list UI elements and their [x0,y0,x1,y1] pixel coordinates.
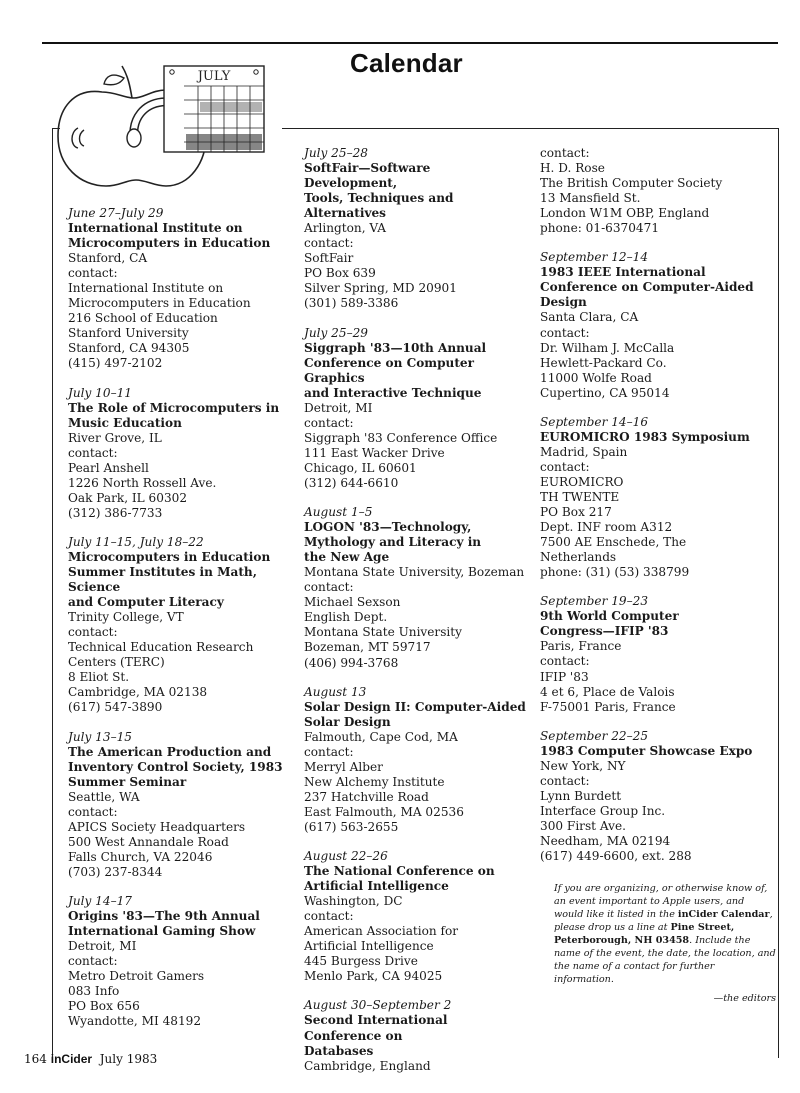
event-title: Microcomputers in Education [68,549,271,564]
event-detail: American Association for [304,924,459,939]
event-title: The National Conference on [304,864,495,879]
event-title: Artificial Intelligence [304,879,449,894]
event-detail: Detroit, MI [68,939,137,954]
event-title: Conference on Computer-Aided [540,280,754,295]
event-detail: contact: [68,445,118,460]
event-title: Siggraph '83—10th Annual [304,340,487,355]
event-detail: 11000 Wolfe Road [540,370,652,385]
event-detail: Netherlands [540,550,617,565]
event-detail: 13 Mansfield St. [540,191,641,206]
event-detail: 216 School of Education [68,311,218,326]
note-calendar-name: inCider Calendar [677,909,770,921]
event-title: Databases [304,1043,374,1058]
event-entry [304,505,526,671]
event-detail: London W1M OBP, England [540,206,710,221]
event-detail: Stanford, CA 94305 [68,341,190,356]
calendar-column-3 [540,146,776,1005]
event-detail: EUROMICRO [540,474,624,489]
event-detail: Stanford, CA [68,251,148,266]
page-number: 164 [24,1052,47,1066]
event-detail: Paris, France [540,639,622,654]
event-detail: PO Box 217 [540,505,612,520]
calendar-month-label: JULY [197,69,231,84]
event-detail: Arlington, VA [304,221,387,236]
event-detail: (617) 563-2655 [304,819,399,834]
event-title: International Institute on [68,221,243,236]
event-title: Solar Design II: Computer-Aided [304,699,526,714]
event-detail: Cambridge, England [304,1058,431,1073]
event-detail: Stanford University [68,326,189,341]
event-detail: Washington, DC [304,894,403,909]
event-detail: contact: [68,625,118,640]
event-detail: Madrid, Spain [540,444,628,459]
event-title: 9th World Computer [540,609,679,624]
event-title: International Gaming Show [68,924,256,939]
frame-corner [52,128,60,129]
event-date: August 30–September 2 [304,998,452,1013]
event-title: The Role of Microcomputers in [68,400,280,415]
event-detail: PO Box 639 [304,266,376,281]
event-entry [304,685,526,835]
event-detail: Santa Clara, CA [540,310,639,325]
calendar-column-1 [68,206,290,1043]
event-entry [540,250,770,400]
event-detail: Chicago, IL 60601 [304,460,417,475]
event-detail: 7500 AE Enschede, The [540,535,687,550]
event-date: July 11–15, July 18–22 [68,534,204,549]
event-detail: APICS Society Headquarters [68,819,246,834]
event-entry [68,535,290,716]
event-detail: (415) 497-2102 [68,356,163,371]
event-detail: Merryl Alber [304,759,383,774]
event-detail: IFIP '83 [540,669,589,684]
event-detail: 445 Burgess Drive [304,954,418,969]
event-detail: Needham, MA 02194 [540,833,671,848]
event-date: September 14–16 [540,414,649,429]
event-detail: Metro Detroit Gamers [68,969,205,984]
event-date: August 22–26 [304,849,388,864]
note-signature: —the editors [713,993,776,1005]
event-detail: PO Box 656 [68,999,140,1014]
frame-left-line [52,128,53,1058]
event-date: August 13 [304,684,367,699]
event-detail: Silver Spring, MD 20901 [304,281,457,296]
event-detail: contact: [68,266,118,281]
event-detail: contact: [304,909,354,924]
event-date: September 19–23 [540,594,649,609]
event-detail: contact: [304,236,354,251]
event-date: July 25–28 [304,146,369,160]
event-detail: contact: [304,580,354,595]
event-detail: English Dept. [304,610,388,625]
note-text-1: If you are organizing, or otherwise know of, an event important to Apple users, and would like it listed in the [554,883,768,921]
event-entry [540,415,770,581]
event-entry [68,730,290,880]
event-title: SoftFair—Software Development, [304,161,431,191]
event-detail: Hewlett-Packard Co. [540,355,667,370]
event-detail: Technical Education Research [68,640,254,655]
event-detail: contact: [304,415,354,430]
event-detail: (312) 386-7733 [68,505,163,520]
event-date: July 25–29 [304,325,369,340]
event-title: LOGON '83—Technology, [304,520,472,535]
event-detail: Interface Group Inc. [540,803,666,818]
event-detail: contact: [304,744,354,759]
event-title: Music Education [68,415,182,430]
event-detail: Centers (TERC) [68,655,165,670]
event-entry [540,729,770,864]
event-detail: River Grove, IL [68,430,162,445]
frame-right-line [778,128,779,1058]
event-detail: Lynn Burdett [540,788,622,803]
event-detail: Dr. Wilham J. McCalla [540,340,675,355]
event-detail: contact: [540,773,590,788]
event-detail: (301) 589-3386 [304,296,399,311]
event-detail: Microcomputers in Education [68,296,251,311]
event-detail: Montana State University, Bozeman [304,565,525,580]
event-detail: Trinity College, VT [68,610,184,625]
event-detail: (406) 994-3768 [304,655,399,670]
event-date: August 1–5 [304,505,373,520]
event-detail: 083 Info [68,984,120,999]
event-detail: Cambridge, MA 02138 [68,685,208,700]
event-title: and Computer Literacy [68,595,224,610]
event-detail: phone: (31) (53) 338799 [540,565,690,580]
event-detail: Seattle, WA [68,789,140,804]
event-date: September 22–25 [540,728,649,743]
event-title: Summer Institutes in Math, Science [68,565,257,595]
event-detail: (312) 644-6610 [304,475,399,490]
event-detail: F-75001 Paris, France [540,699,676,714]
event-detail: contact: [68,954,118,969]
event-detail: (617) 449-6600, ext. 288 [540,849,692,864]
event-detail: Cupertino, CA 95014 [540,385,670,400]
event-detail: Oak Park, IL 60302 [68,490,188,505]
event-entry [304,326,526,492]
event-detail: H. D. Rose [540,161,605,176]
event-date: June 27–July 29 [68,206,164,220]
event-detail: Menlo Park, CA 94025 [304,969,443,984]
note-text-2: , please drop us a line at [554,909,773,934]
issue-date: July 1983 [99,1052,158,1066]
event-detail: SoftFair [304,251,354,266]
event-title: Mythology and Literacy in [304,535,482,550]
submission-note [540,882,776,1005]
event-title: Origins '83—The 9th Annual [68,909,260,924]
event-detail: contact: [540,146,590,160]
event-detail: Michael Sexson [304,595,401,610]
calendar-column-2 [304,146,526,1088]
event-entry [304,849,526,984]
event-detail: Pearl Anshell [68,460,149,475]
magazine-logo: inCider [50,1052,93,1066]
event-date: July 14–17 [68,893,133,908]
event-title: The American Production and [68,744,272,759]
event-detail: Bozeman, MT 59717 [304,640,431,655]
event-detail: Dept. INF room A312 [540,520,673,535]
event-entry [540,594,770,714]
page-footer [24,1052,157,1066]
event-title: Design [540,295,587,310]
event-entry [304,998,526,1073]
event-title: Tools, Techniques and Alternatives [304,191,454,221]
event-detail: Detroit, MI [304,400,373,415]
event-title: Solar Design [304,714,391,729]
apple-worm-calendar-icon [44,58,284,194]
event-detail: 8 Eliot St. [68,670,130,685]
event-detail: Artificial Intelligence [304,939,434,954]
frame-top-line [282,128,778,129]
event-date: July 10–11 [68,385,133,400]
event-entry [304,146,526,312]
event-detail: 111 East Wacker Drive [304,445,445,460]
event-title: EUROMICRO 1983 Symposium [540,429,750,444]
event-entry [68,206,290,372]
event-date: September 12–14 [540,250,649,265]
event-detail: 1226 North Rossell Ave. [68,475,217,490]
event-detail: International Institute on [68,281,224,296]
event-title: 1983 Computer Showcase Expo [540,743,753,758]
event-detail: (617) 547-3890 [68,700,163,715]
event-entry [68,894,290,1029]
note-address: Pine Street, Peterborough, NH 03458 [554,922,735,947]
event-detail: contact: [540,459,590,474]
event-detail: 500 West Annandale Road [68,834,229,849]
event-detail: Montana State University [304,625,462,640]
event-detail: 300 First Ave. [540,818,626,833]
event-detail: contact: [540,654,590,669]
event-title: and Interactive Technique [304,385,482,400]
event-detail: East Falmouth, MA 02536 [304,804,464,819]
event-detail: phone: 01-6370471 [540,221,660,236]
header-rule [42,42,778,44]
event-detail: 237 Hatchville Road [304,789,429,804]
event-detail: Falls Church, VA 22046 [68,849,213,864]
event-detail: New York, NY [540,758,626,773]
event-title: Second International Conference on [304,1013,448,1043]
event-title: Conference on Computer Graphics [304,355,474,385]
event-title: Summer Seminar [68,774,187,789]
note-text-3: . Include the name of the event, the date, the location, and the name of a contact for further information. [554,935,776,986]
event-detail: The British Computer Society [540,176,723,191]
event-title: 1983 IEEE International [540,265,706,280]
event-detail: contact: [68,804,118,819]
event-detail: (703) 237-8344 [68,864,163,879]
event-detail: Siggraph '83 Conference Office [304,430,498,445]
page-title: Calendar [350,48,463,78]
event-entry [68,386,290,521]
event-detail: Falmouth, Cape Cod, MA [304,729,458,744]
event-detail: Wyandotte, MI 48192 [68,1014,202,1029]
event-title: Inventory Control Society, 1983 [68,759,283,774]
event-title: Congress—IFIP '83 [540,624,669,639]
event-detail: TH TWENTE [540,489,620,504]
event-title: the New Age [304,550,390,565]
event-date: July 13–15 [68,729,133,744]
event-entry [540,146,770,236]
event-detail: contact: [540,325,590,340]
event-detail: 4 et 6, Place de Valois [540,684,675,699]
event-title: Microcomputers in Education [68,236,271,251]
event-detail: New Alchemy Institute [304,774,445,789]
